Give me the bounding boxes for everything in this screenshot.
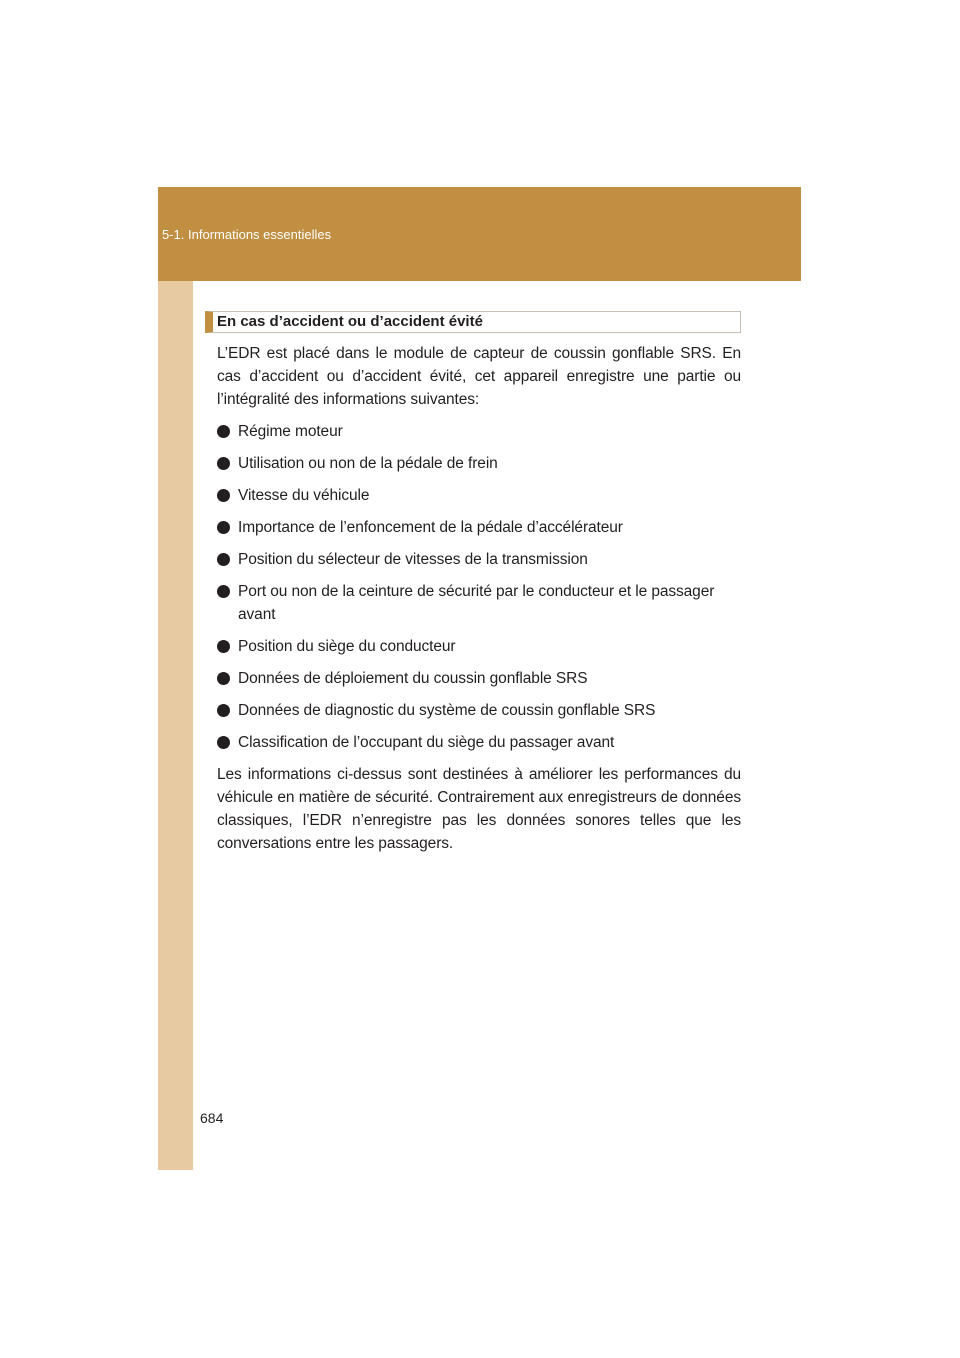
list-item xyxy=(217,516,741,539)
bullet-icon xyxy=(217,704,230,717)
list-item xyxy=(217,420,741,443)
bullet-icon xyxy=(217,457,230,470)
list-item xyxy=(217,667,741,690)
list-item-text: Données de déploiement du coussin gonflable SRS xyxy=(238,670,588,687)
list-item xyxy=(217,452,741,475)
main-content xyxy=(205,311,741,855)
list-item xyxy=(217,580,741,626)
list-item xyxy=(217,484,741,507)
list-item-text: Position du siège du conducteur xyxy=(238,638,456,655)
bullet-icon xyxy=(217,672,230,685)
page-number: 684 xyxy=(200,1110,224,1126)
list-item-text: Port ou non de la ceinture de sécurité par le conducteur et le passager avant xyxy=(238,583,715,623)
bullet-icon xyxy=(217,425,230,438)
header-band xyxy=(158,187,801,281)
list-item xyxy=(217,699,741,722)
list-item-text: Données de diagnostic du système de coussin gonflable SRS xyxy=(238,702,656,719)
bullet-icon xyxy=(217,553,230,566)
list-item xyxy=(217,731,741,754)
bullet-icon xyxy=(217,585,230,598)
section-label: 5-1. Informations essentielles xyxy=(162,227,332,242)
subheading: En cas d’accident ou d’accident évité xyxy=(205,311,741,333)
intro-paragraph: L’EDR est placé dans le module de capteur de coussin gonflable SRS. En cas d’accident ou d’accident évité, cet appareil enregistre une partie ou l’intégralité des informations suivantes: xyxy=(217,345,741,408)
closing-paragraph: Les informations ci-dessus sont destinées à améliorer les performances du véhicule en matière de sécurité. Contrairement aux enregistreurs de données classiques, l’EDR n’enregistre pas les données sonores telles que les conversations entre les passagers. xyxy=(217,766,741,852)
list-item-text: Classification de l’occupant du siège du passager avant xyxy=(238,734,615,751)
list-item xyxy=(217,548,741,571)
bullet-icon xyxy=(217,489,230,502)
list-item-text: Vitesse du véhicule xyxy=(238,487,370,504)
list-item xyxy=(217,635,741,658)
bullet-list xyxy=(217,420,741,754)
list-item-text: Utilisation ou non de la pédale de frein xyxy=(238,455,498,472)
bullet-icon xyxy=(217,640,230,653)
bullet-icon xyxy=(217,736,230,749)
list-item-text: Régime moteur xyxy=(238,423,343,440)
bullet-icon xyxy=(217,521,230,534)
list-item-text: Position du sélecteur de vitesses de la transmission xyxy=(238,551,588,568)
side-column xyxy=(158,281,193,1170)
list-item-text: Importance de l’enfoncement de la pédale d’accélérateur xyxy=(238,519,623,536)
